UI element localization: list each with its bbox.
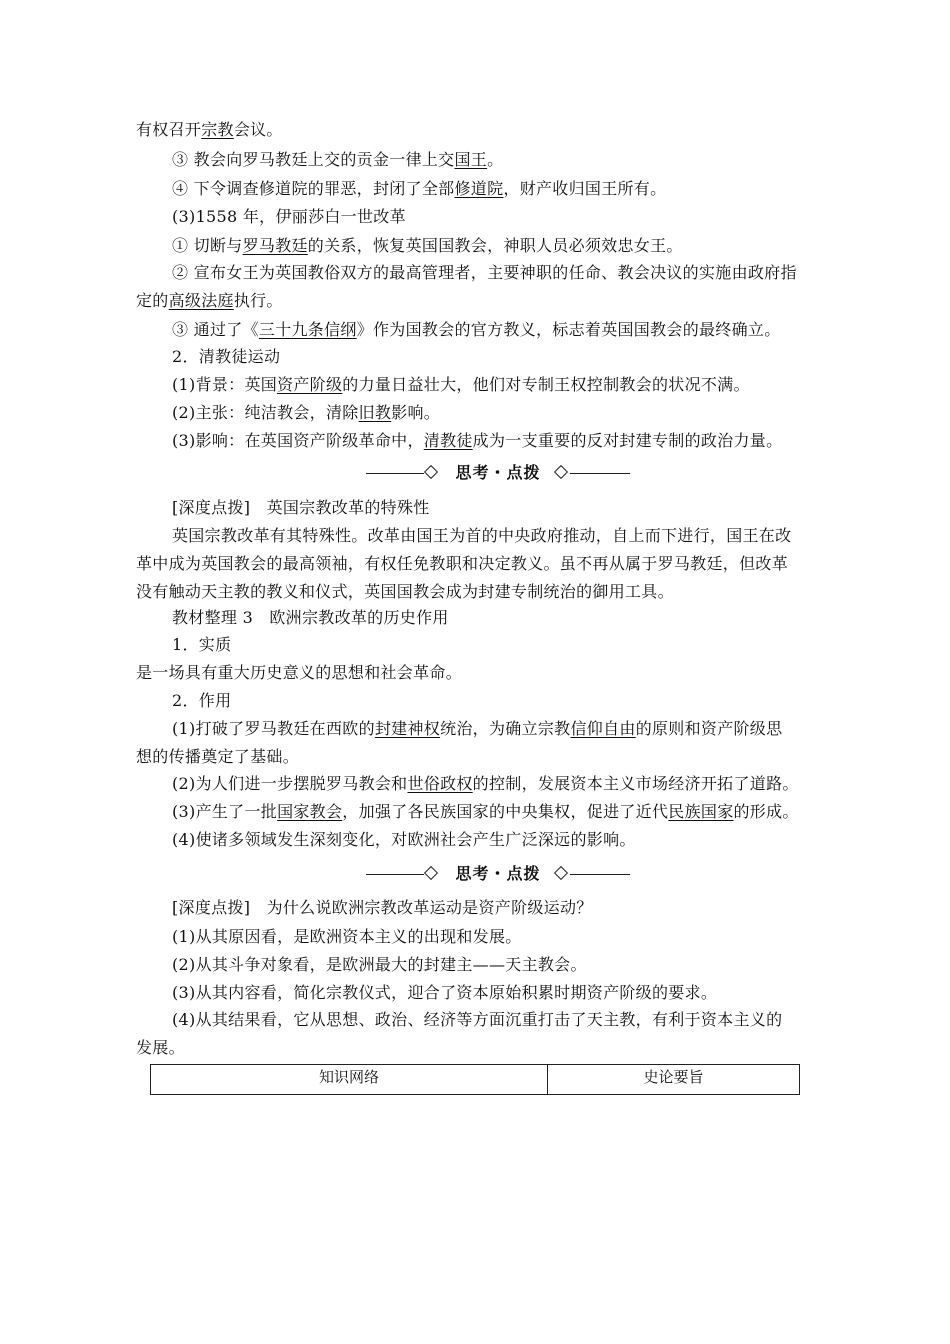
list-item: (2)为人们进一步摆脱罗马教会和世俗政权的控制，发展资本主义市场经济开拓了道路。 <box>172 774 799 793</box>
subheading: 1．实质 <box>172 635 232 654</box>
divider-title: 思考・点拨 <box>455 463 541 482</box>
subheading: 2．清教徒运动 <box>172 347 281 366</box>
paragraph-line: 没有触动天主教的教义和仪式，英国国教会成为封建专制统治的御用工具。 <box>136 582 674 601</box>
list-item: (4)从其结果看，它从思想、政治、经济等方面沉重打击了天主教，有利于资本主义的 <box>172 1010 783 1029</box>
table-header-history-theory: 史论要旨 <box>548 1065 800 1095</box>
section-divider <box>366 462 630 484</box>
paragraph-line: 发展。 <box>136 1038 185 1057</box>
list-item: (1)背景：英国资产阶级的力量日益壮大，他们对专制王权控制教会的状况不满。 <box>172 375 750 394</box>
list-item: (3)产生了一批国家教会，加强了各民族国家的中央集权，促进了近代民族国家的形成。 <box>172 802 799 821</box>
list-item: ③ 通过了《三十九条信纲》作为国教会的官方教义，标志着英国国教会的最终确立。 <box>172 320 781 339</box>
paragraph-line: 革中成为英国教会的最高领袖，有权任免教职和决定教义。虽不再从属于罗马教廷，但改革 <box>136 554 789 573</box>
subheading: 2．作用 <box>172 691 232 710</box>
list-item: (2)主张：纯洁教会，清除旧教影响。 <box>172 403 441 422</box>
list-item: ③ 教会向罗马教廷上交的贡金一律上交国王。 <box>172 150 504 169</box>
subheading: (3)1558 年，伊丽莎白一世改革 <box>172 207 406 226</box>
list-item: (1)从其原因看，是欧洲资本主义的出现和发展。 <box>172 927 522 946</box>
paragraph-line: 有权召开宗教会议。 <box>136 120 283 139</box>
list-item: (1)打破了罗马教廷在西欧的封建神权统治，为确立宗教信仰自由的原则和资产阶级思 <box>172 719 783 738</box>
section-divider <box>366 863 630 885</box>
paragraph-line: 定的高级法庭执行。 <box>136 291 283 310</box>
tip-heading: [深度点拨] 为什么说欧洲宗教改革运动是资产阶级运动？ <box>172 898 593 917</box>
list-item: ④ 下令调查修道院的罪恶，封闭了全部修道院，财产收归国王所有。 <box>172 179 667 198</box>
list-item: ② 宣布女王为英国教俗双方的最高管理者，主要神职的任命、教会决议的实施由政府指 <box>172 263 797 282</box>
list-item: (3)从其内容看，简化宗教仪式，迎合了资本原始积累时期资产阶级的要求。 <box>172 983 718 1002</box>
tip-heading: [深度点拨] 英国宗教改革的特殊性 <box>172 498 430 517</box>
list-item: (3)影响：在英国资产阶级革命中，清教徒成为一支重要的反对封建专制的政治力量。 <box>172 431 783 450</box>
section-heading: 教材整理 3 欧洲宗教改革的历史作用 <box>172 608 449 627</box>
divider-title: 思考・点拨 <box>455 864 541 883</box>
list-item: (2)从其斗争对象看，是欧洲最大的封建主——天主教会。 <box>172 955 587 974</box>
table-header-row <box>151 1065 800 1095</box>
summary-table <box>150 1064 800 1095</box>
list-item: (4)使诸多领域发生深刻变化，对欧洲社会产生广泛深远的影响。 <box>172 830 636 849</box>
paragraph-line: 想的传播奠定了基础。 <box>136 747 300 766</box>
list-item: ① 切断与罗马教廷的关系，恢复英国国教会，神职人员必须效忠女王。 <box>172 236 683 255</box>
paragraph-line: 英国宗教改革有其特殊性。改革由国王为首的中央政府推动，自上而下进行，国王在改 <box>172 526 792 545</box>
table-header-knowledge-network: 知识网络 <box>151 1065 548 1095</box>
paragraph-line: 是一场具有重大历史意义的思想和社会革命。 <box>136 663 463 682</box>
